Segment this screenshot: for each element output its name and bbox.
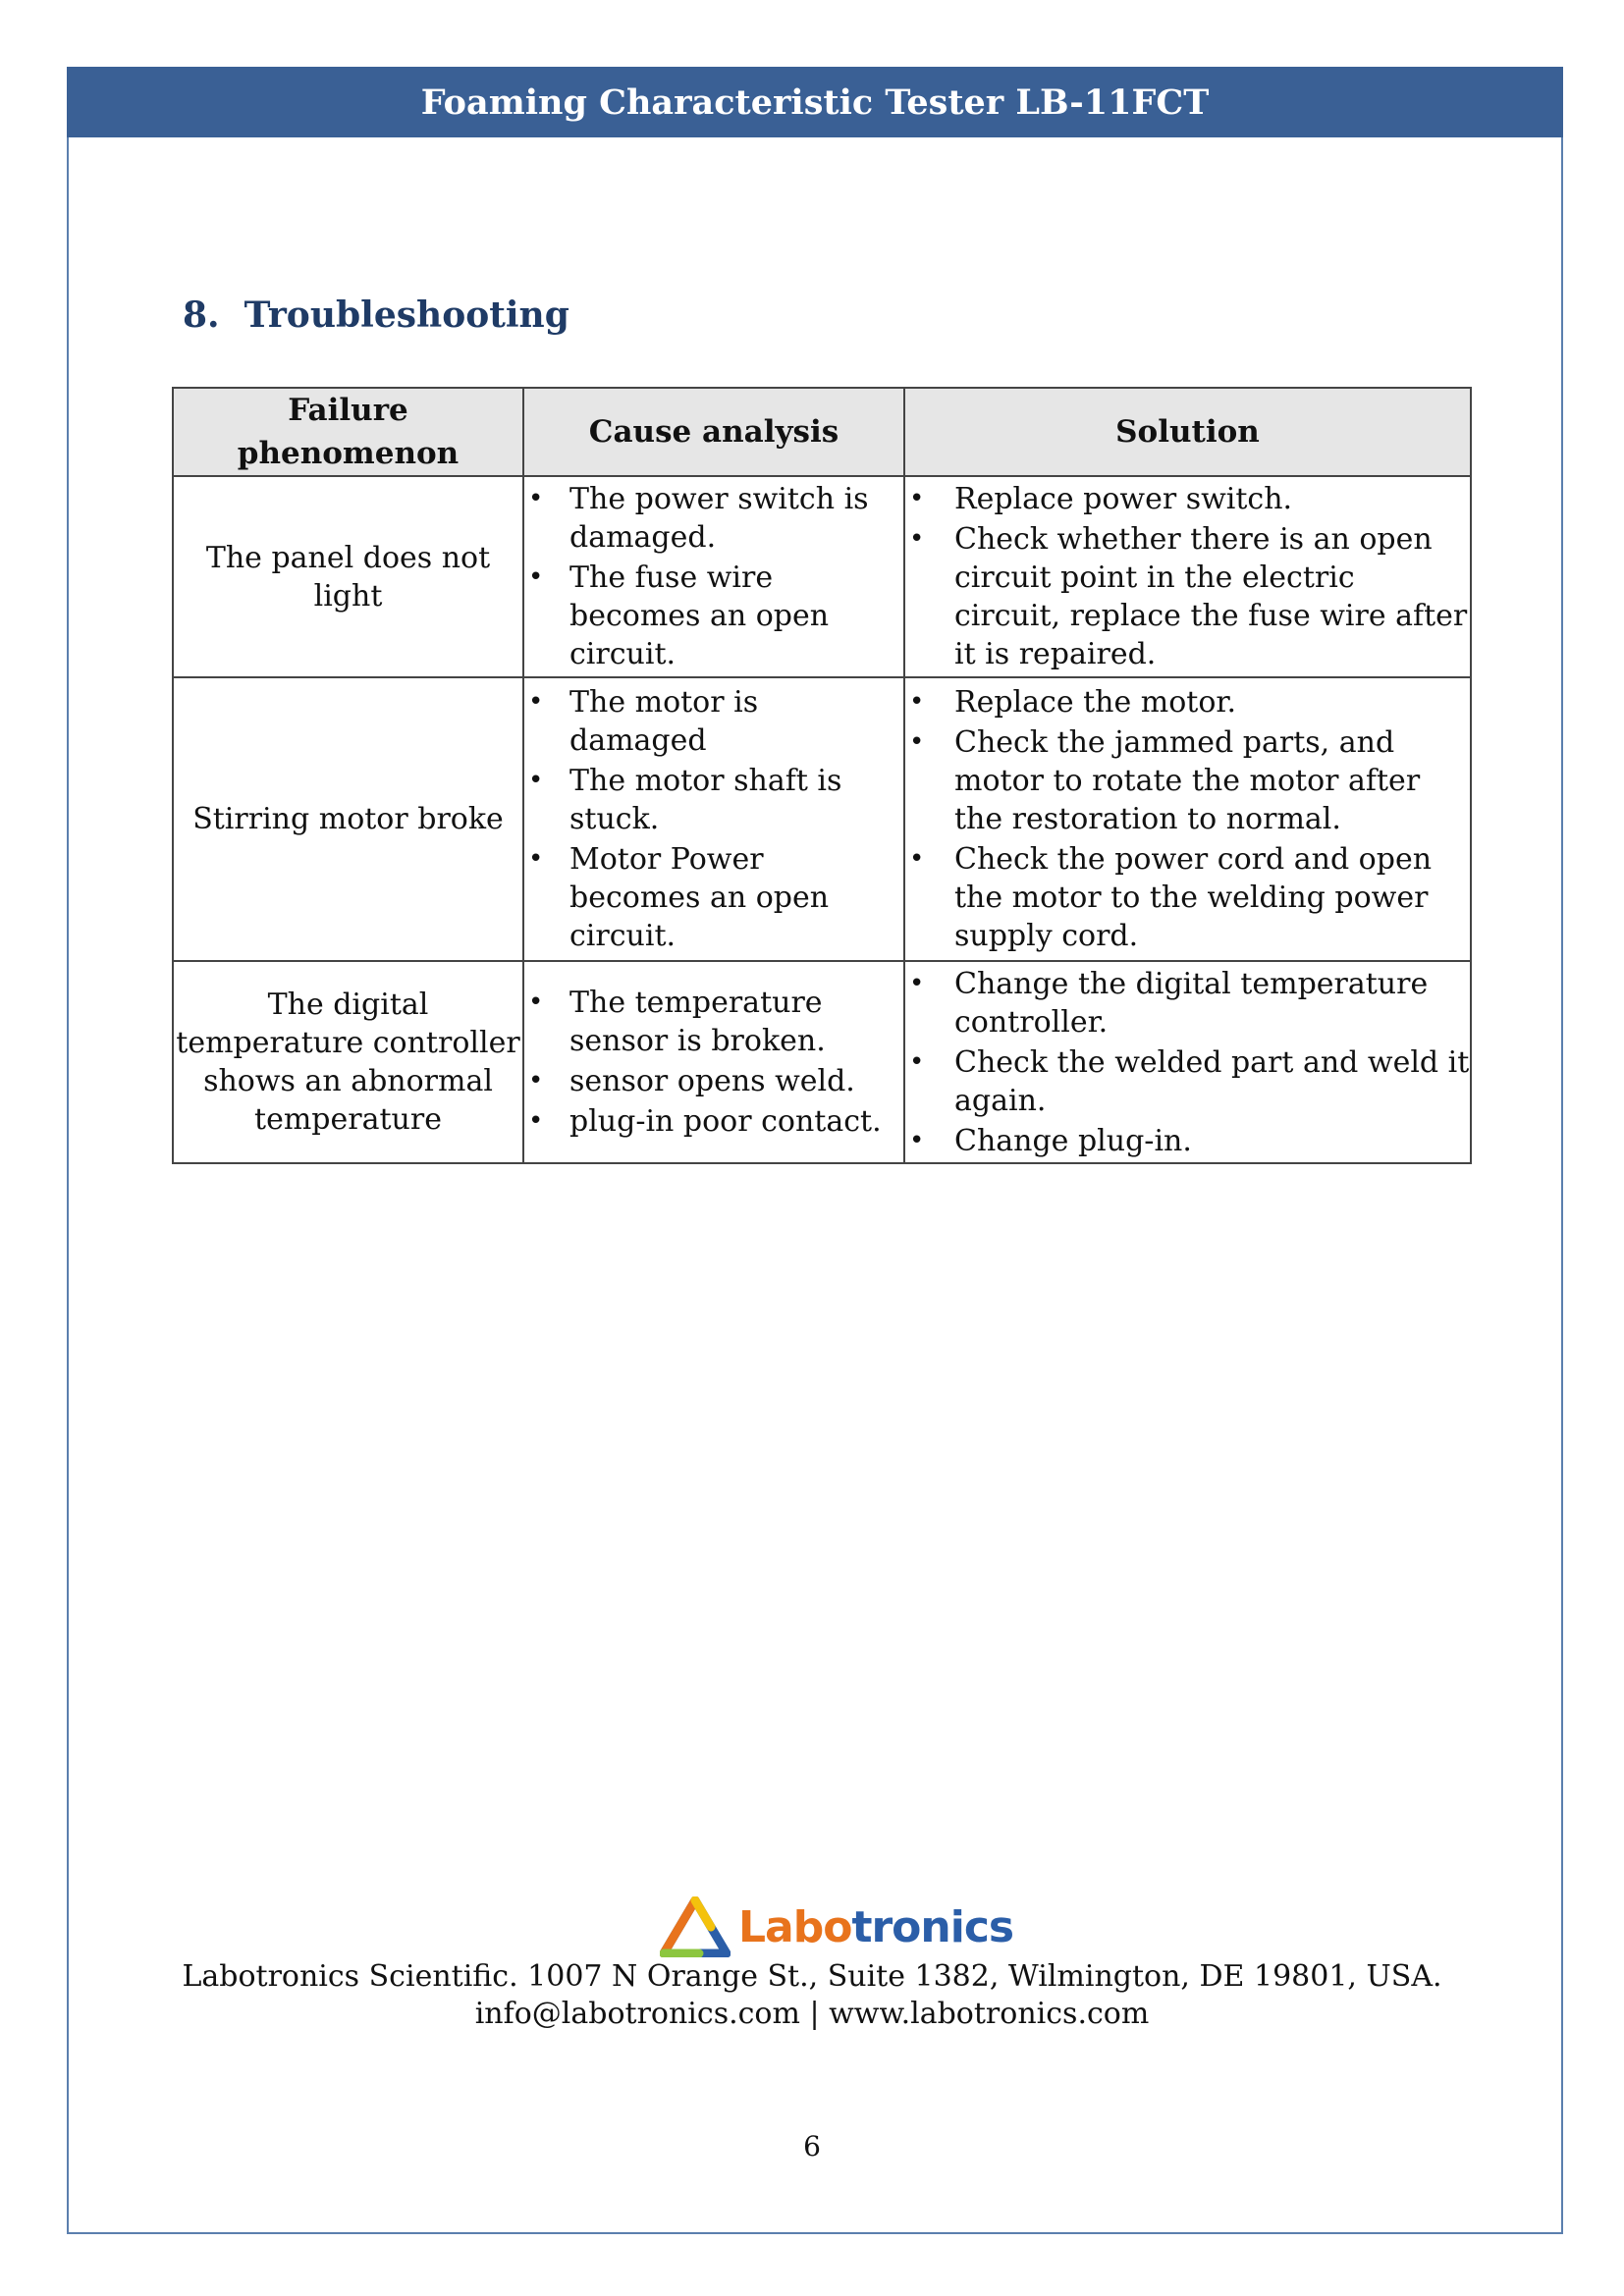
solution-cell: [904, 677, 1471, 961]
section-title: Troubleshooting: [244, 294, 569, 336]
troubleshooting-table: [172, 387, 1472, 1164]
footer-contact: info@labotronics.com | www.labotronics.com: [474, 1997, 1150, 2031]
solution-item: • Change the digital temperature controller.: [905, 965, 1470, 1041]
solution-list: [905, 683, 1470, 955]
solution-item: • Check the welded part and weld it again.: [905, 1043, 1470, 1120]
table-row: [173, 961, 1471, 1163]
solution-item: • Replace power switch.: [905, 480, 1470, 518]
solution-cell: [904, 476, 1471, 677]
table-row: [173, 476, 1471, 677]
cause-cell: [523, 476, 904, 677]
cause-list: [524, 984, 903, 1141]
cause-list: [524, 683, 903, 955]
cause-item: • The temperature sensor is broken.: [524, 984, 903, 1060]
solution-item: • Check whether there is an open circuit point in the electric circuit, replace the fuse wire after it is repaired.: [905, 520, 1470, 673]
cause-item: • Motor Power becomes an open circuit.: [524, 840, 903, 955]
cause-item: • plug-in poor contact.: [524, 1102, 903, 1141]
phenomenon-cell: The panel does not light: [173, 476, 523, 677]
logo-wordmark: Labotronics: [738, 1901, 1014, 1952]
footer-address: Labotronics Scientific. 1007 N Orange St., Suite 1382, Wilmington, DE 19801, USA.: [182, 1959, 1442, 1994]
cause-item: • sensor opens weld.: [524, 1062, 903, 1100]
table-row: [173, 677, 1471, 961]
cause-item: • The motor shaft is stuck.: [524, 762, 903, 838]
cause-cell: [523, 961, 904, 1163]
document-title: Foaming Characteristic Tester LB-11FCT: [420, 81, 1210, 123]
column-header-solution: Solution: [904, 388, 1471, 476]
solution-item: • Replace the motor.: [905, 683, 1470, 721]
cause-item: • The motor is damaged: [524, 683, 903, 760]
solution-list: [905, 965, 1470, 1160]
triangle-logo-icon: [660, 1896, 731, 1957]
page-number: 6: [803, 2130, 821, 2163]
company-logo: [660, 1896, 1013, 1957]
table-header-row: [173, 388, 1471, 476]
column-header-cause: Cause analysis: [523, 388, 904, 476]
solution-item: • Change plug-in.: [905, 1122, 1470, 1160]
solution-cell: [904, 961, 1471, 1163]
section-number: 8.: [183, 294, 220, 336]
solution-list: [905, 480, 1470, 673]
section-heading: [183, 294, 569, 336]
phenomenon-cell: Stirring motor broke: [173, 677, 523, 961]
solution-item: • Check the power cord and open the motor to the welding power supply cord.: [905, 840, 1470, 955]
phenomenon-cell: The digital temperature controller shows an abnormal temperature: [173, 961, 523, 1163]
document-header: [67, 67, 1563, 137]
cause-item: • The fuse wire becomes an open circuit.: [524, 559, 903, 673]
column-header-phenomenon: Failure phenomenon: [173, 388, 523, 476]
solution-item: • Check the jammed parts, and motor to rotate the motor after the restoration to normal.: [905, 723, 1470, 838]
cause-list: [524, 480, 903, 673]
cause-cell: [523, 677, 904, 961]
cause-item: • The power switch is damaged.: [524, 480, 903, 557]
